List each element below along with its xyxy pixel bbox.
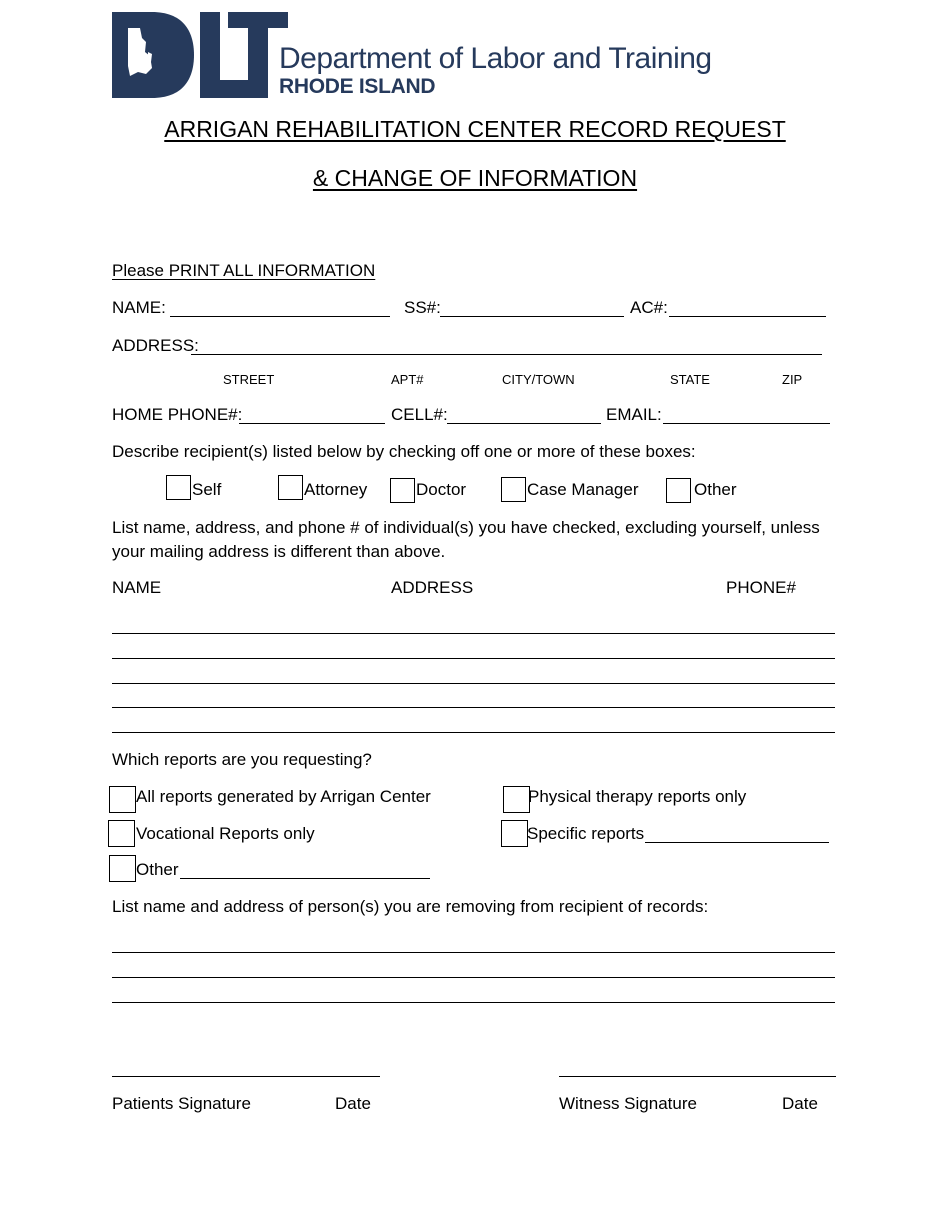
address-part-zip: ZIP — [782, 372, 803, 387]
column-phone: PHONE# — [726, 578, 796, 597]
witness-signature-label: Witness Signature — [559, 1094, 697, 1113]
recipient-option-self: Self — [192, 480, 222, 499]
ac-input-line[interactable] — [669, 316, 826, 317]
address-part-street: STREET — [223, 372, 275, 387]
checkbox-other-report[interactable] — [109, 855, 136, 882]
column-address: ADDRESS — [391, 578, 474, 597]
recipient-option-case-manager: Case Manager — [527, 480, 639, 499]
cell-label: CELL#: — [391, 405, 448, 424]
address-part-state: STATE — [670, 372, 710, 387]
removal-entry-line[interactable] — [112, 977, 835, 978]
checkbox-other-recipient[interactable] — [666, 478, 691, 503]
email-label: EMAIL: — [606, 405, 662, 424]
name-input-line[interactable] — [170, 316, 390, 317]
form-title-line2: & CHANGE OF INFORMATION — [312, 165, 638, 191]
checkbox-attorney[interactable] — [278, 475, 303, 500]
witness-date-label: Date — [782, 1094, 818, 1113]
checkbox-self[interactable] — [166, 475, 191, 500]
name-label: NAME: — [112, 298, 166, 317]
checkbox-doctor[interactable] — [390, 478, 415, 503]
recipient-option-other: Other — [694, 480, 737, 499]
recipient-entry-line[interactable] — [112, 707, 835, 708]
reports-prompt: Which reports are you requesting? — [112, 750, 372, 769]
form-title-line1: ARRIGAN REHABILITATION CENTER RECORD REQUEST — [164, 116, 786, 142]
recipients-prompt: Describe recipient(s) listed below by checking off one or more of these boxes: — [112, 442, 696, 461]
address-part-city: CITY/TOWN — [502, 372, 575, 387]
recipient-entry-line[interactable] — [112, 633, 835, 634]
print-instructions: Please PRINT ALL INFORMATION — [112, 261, 376, 280]
dlt-logo — [112, 12, 712, 100]
recipient-entry-line[interactable] — [112, 732, 835, 733]
removal-entry-line[interactable] — [112, 1002, 835, 1003]
report-option-physical-therapy: Physical therapy reports only — [528, 787, 747, 806]
report-option-specific: Specific reports — [527, 824, 645, 843]
email-input-line[interactable] — [663, 423, 830, 424]
removal-prompt: List name and address of person(s) you are removing from recipient of records: — [112, 897, 709, 916]
patient-signature-line[interactable] — [112, 1076, 380, 1077]
checkbox-all-reports[interactable] — [109, 786, 136, 813]
ss-label: SS#: — [404, 298, 441, 317]
cell-input-line[interactable] — [447, 423, 601, 424]
recipient-option-attorney: Attorney — [304, 480, 368, 499]
checkbox-physical-therapy[interactable] — [503, 786, 530, 813]
patient-date-label: Date — [335, 1094, 371, 1113]
other-report-input-line[interactable] — [180, 878, 430, 879]
address-input-line[interactable] — [191, 354, 822, 355]
ss-input-line[interactable] — [440, 316, 624, 317]
checkbox-specific-reports[interactable] — [501, 820, 528, 847]
dlt-logo-mark — [112, 12, 288, 98]
patient-signature-label: Patients Signature — [112, 1094, 251, 1113]
report-option-vocational: Vocational Reports only — [136, 824, 315, 843]
report-option-other: Other — [136, 860, 179, 879]
column-name: NAME — [112, 578, 162, 597]
report-option-all: All reports generated by Arrigan Center — [136, 787, 431, 806]
removal-entry-line[interactable] — [112, 952, 835, 953]
checkbox-case-manager[interactable] — [501, 477, 526, 502]
specific-reports-input-line[interactable] — [645, 842, 829, 843]
home-phone-label: HOME PHONE#: — [112, 405, 243, 424]
recipient-option-doctor: Doctor — [416, 480, 467, 499]
recipient-entry-line[interactable] — [112, 683, 835, 684]
logo-department-text: Department of Labor and Training — [279, 42, 712, 75]
recipients-list-instruction: List name, address, and phone # of individual(s) you have checked, excluding yourself, unless your mailing address is different than above. — [112, 518, 820, 561]
recipient-entry-line[interactable] — [112, 658, 835, 659]
logo-state-text: RHODE ISLAND — [279, 75, 436, 98]
address-label: ADDRESS: — [112, 336, 199, 355]
address-part-apt: APT# — [391, 372, 424, 387]
witness-signature-line[interactable] — [559, 1076, 836, 1077]
home-phone-input-line[interactable] — [239, 423, 385, 424]
ac-label: AC#: — [630, 298, 668, 317]
checkbox-vocational[interactable] — [108, 820, 135, 847]
